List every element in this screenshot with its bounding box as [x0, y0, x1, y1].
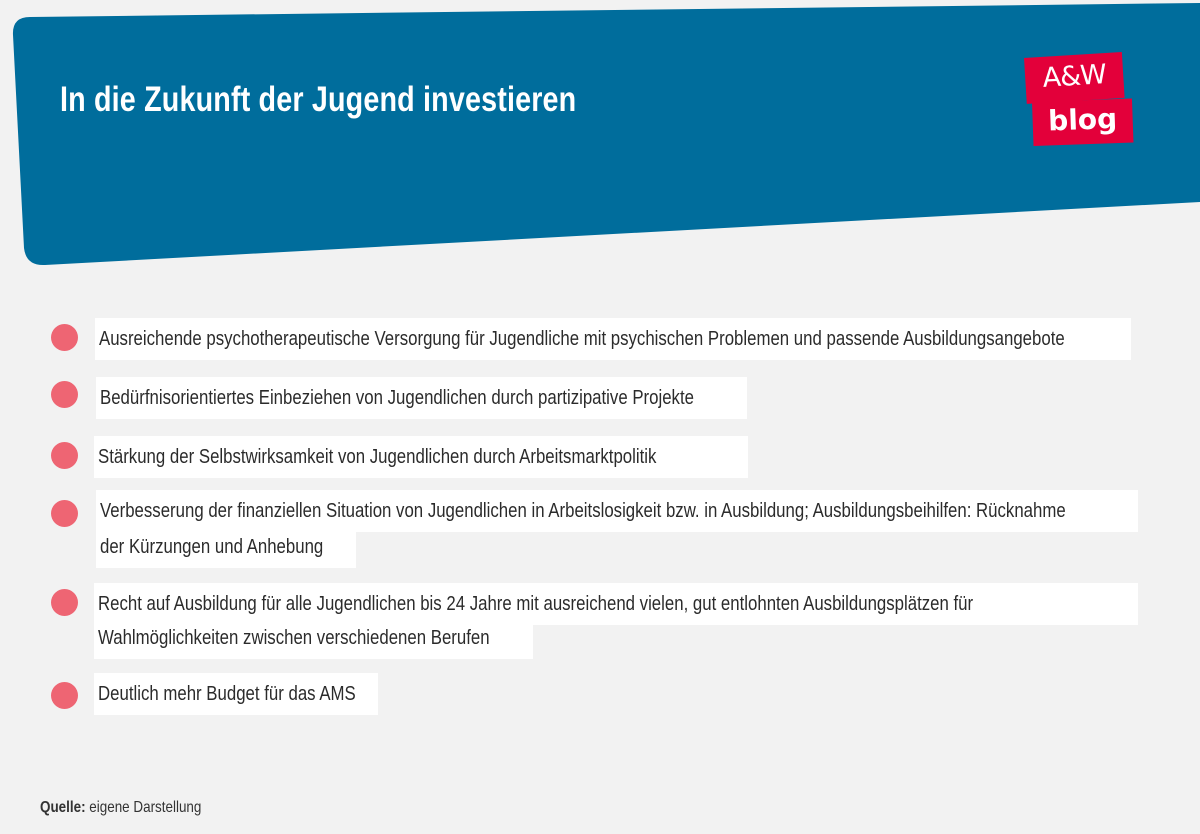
- bullet-dot-icon: [51, 589, 78, 616]
- bullet-dot-icon: [51, 442, 78, 469]
- source-label: Quelle:: [40, 799, 86, 816]
- list-item-text: Stärkung der Selbstwirksamkeit von Jugendlichen durch Arbeitsmarktpolitik: [94, 436, 748, 478]
- bullet-dot-icon: [51, 324, 78, 351]
- source-text: eigene Darstellung: [89, 799, 202, 816]
- list-item-text: Deutlich mehr Budget für das AMS: [94, 673, 378, 715]
- bullet-dot-icon: [51, 381, 78, 408]
- list-item-text: Wahlmöglichkeiten zwischen verschiedenen Berufen: [94, 617, 533, 659]
- logo-text-blog: blog: [1047, 102, 1118, 138]
- bullet-dot-icon: [51, 500, 78, 527]
- list-item-text: Recht auf Ausbildung für alle Jugendlichen bis 24 Jahre mit ausreichend vielen, gut entlohnten Ausbildungsplätzen für: [94, 583, 1138, 625]
- source-note: [40, 799, 201, 817]
- list-item-text: der Kürzungen und Anhebung: [96, 526, 356, 568]
- logo-text-aw: A&W: [1041, 59, 1107, 94]
- list-item-text: Verbesserung der finanziellen Situation von Jugendlichen in Arbeitslosigkeit bzw. in Ausbildung; Ausbildungsbeihilfen: Rücknahme: [96, 490, 1138, 532]
- list-item-text: Ausreichende psychotherapeutische Versorgung für Jugendliche mit psychischen Problemen und passende Ausbildungsangebote: [95, 318, 1131, 360]
- list-item-text: Bedürfnisorientiertes Einbeziehen von Jugendlichen durch partizipative Projekte: [96, 377, 747, 419]
- bullet-dot-icon: [51, 682, 78, 709]
- page-title: In die Zukunft der Jugend investieren: [60, 80, 577, 119]
